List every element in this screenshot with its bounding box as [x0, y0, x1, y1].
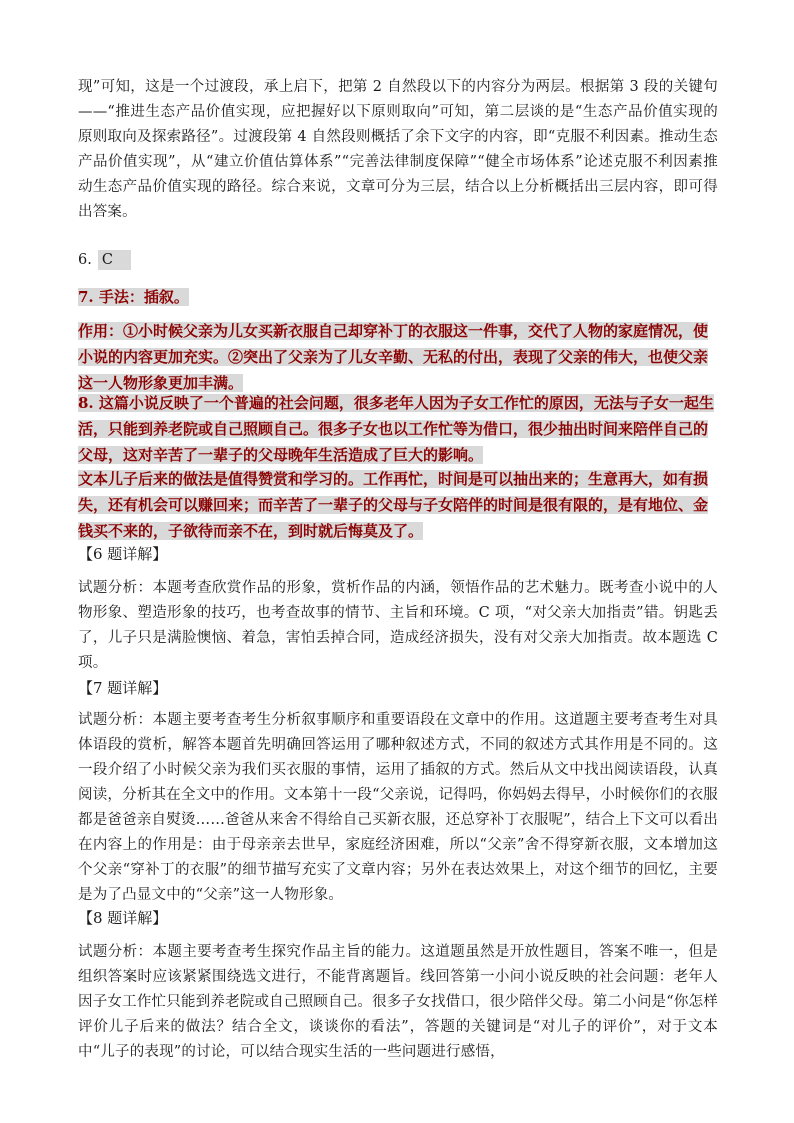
explanation-7-title: 【7 题详解】	[78, 679, 168, 697]
answer-8-part1	[78, 390, 718, 468]
answer-8-part2	[78, 466, 718, 544]
answer-8-part1-text: 8. 这篇小说反映了一个普遍的社会问题，很多老年人因为子女工作忙的原因，无法与子女一起生活，只能到养老院或自己照顾自己。很多子女也以工作忙等为借口，很少抽出时间来陪伴自己的父母，这对辛苦了一辈子的父母晚年生活造成了巨大的影响。	[78, 394, 714, 464]
answer-7-effect-text: 作用：①小时候父亲为儿女买新衣服自己却穿补丁的衣服这一件事，交代了人物的家庭情况，使小说的内容更加充实。②突出了父亲为了儿女辛勤、无私的付出，表现了父亲的伟大，也使父亲这一人物形象更加丰满。	[78, 322, 709, 392]
answer-7-effect	[78, 318, 718, 396]
answer-8-part2-text: 文本儿子后来的做法是值得赞赏和学习的。工作再忙，时间是可以抽出来的；生意再大，如有损失，还有机会可以赚回来；而辛苦了一辈子的父母与子女陪伴的时间是很有限的，是有地位、金钱买不来的，子欲待而亲不在，到时就后悔莫及了。	[78, 470, 709, 540]
explanation-8-body: 试题分析：本题主要考查考生探究作品主旨的能力。这道题虽然是开放性题目，答案不唯一，但是组织答案时应该紧紧围绕选文进行，不能背离题旨。线回答第一小问小说反映的社会问题：老年人因子女工作忙只能到养老院或自己照顾自己。很多子女找借口，很少陪伴父母。第二小问是“你怎样评价儿子后来的做法？结合全文，谈谈你的看法”，答题的关键词是“对儿子的评价”，对于文本中“儿子的表现”的讨论，可以结合现实生活的一些问题进行感悟，	[78, 944, 718, 1060]
answer-7-method	[78, 284, 718, 310]
intro-paragraph: 现”可知，这是一个过渡段，承上启下，把第 2 自然段以下的内容分为两层。根据第 3 段的关键句——“推进生态产品价值实现，应把握好以下原则取向”可知，第二层谈的是“生态产品价值实现的原则取向及探索路径”。过渡段第 4 自然段则概括了余下文字的内容，即“克服不利因素。推动生态产品价值实现”，从“建立价值估算体系”“完善法律制度保障”“健全市场体系”论述克服不利因素推动生态产品价值实现的路径。综合来说，文章可分为三层，结合以上分析概括出三层内容，即可得出答案。	[78, 79, 718, 220]
question-6-number: 6.	[78, 252, 92, 268]
answer-6	[78, 250, 718, 270]
answer-7-method-text: 7. 手法：插叙。	[78, 288, 189, 306]
question-6-answer: C	[98, 250, 131, 270]
explanation-8-title: 【8 题详解】	[78, 909, 168, 927]
explanation-6-title: 【6 题详解】	[78, 545, 168, 563]
explanation-6-body: 试题分析：本题考查欣赏作品的形象，赏析作品的内涵，领悟作品的艺术魅力。既考查小说中的人物形象、塑造形象的技巧，也考查故事的情节、主旨和环境。C 项，“对父亲大加指责”错。钥匙丢了，儿子只是满脸懊恼、着急，害怕丢掉合同，造成经济损失，没有对父亲大加指责。故本题选 C 项。	[78, 580, 718, 671]
explanation-7-body: 试题分析：本题主要考查考生分析叙事顺序和重要语段在文章中的作用。这道题主要考查考生对具体语段的赏析，解答本题首先明确回答运用了哪种叙述方式，不同的叙述方式其作用是不同的。这一段介绍了小时候父亲为我们买衣服的事情，运用了插叙的方式。然后从文中找出阅读语段，认真阅读，分析其在全文中的作用。文本第十一段“父亲说，记得吗，你妈妈去得早，小时候你们的衣服都是爸爸亲自熨烫……爸爸从来舍不得给自己买新衣服，还总穿补丁衣服呢”，结合上下文可以看出在内容上的作用是：由于母亲亲去世早，家庭经济困难，所以“父亲”舍不得穿新衣服，文本增加这个父亲“穿补丁的衣服”的细节描写充实了文章内容；另外在表达效果上，对这个细节的回忆，主要是为了凸显文中的“父亲”这一人物形象。	[78, 712, 718, 903]
